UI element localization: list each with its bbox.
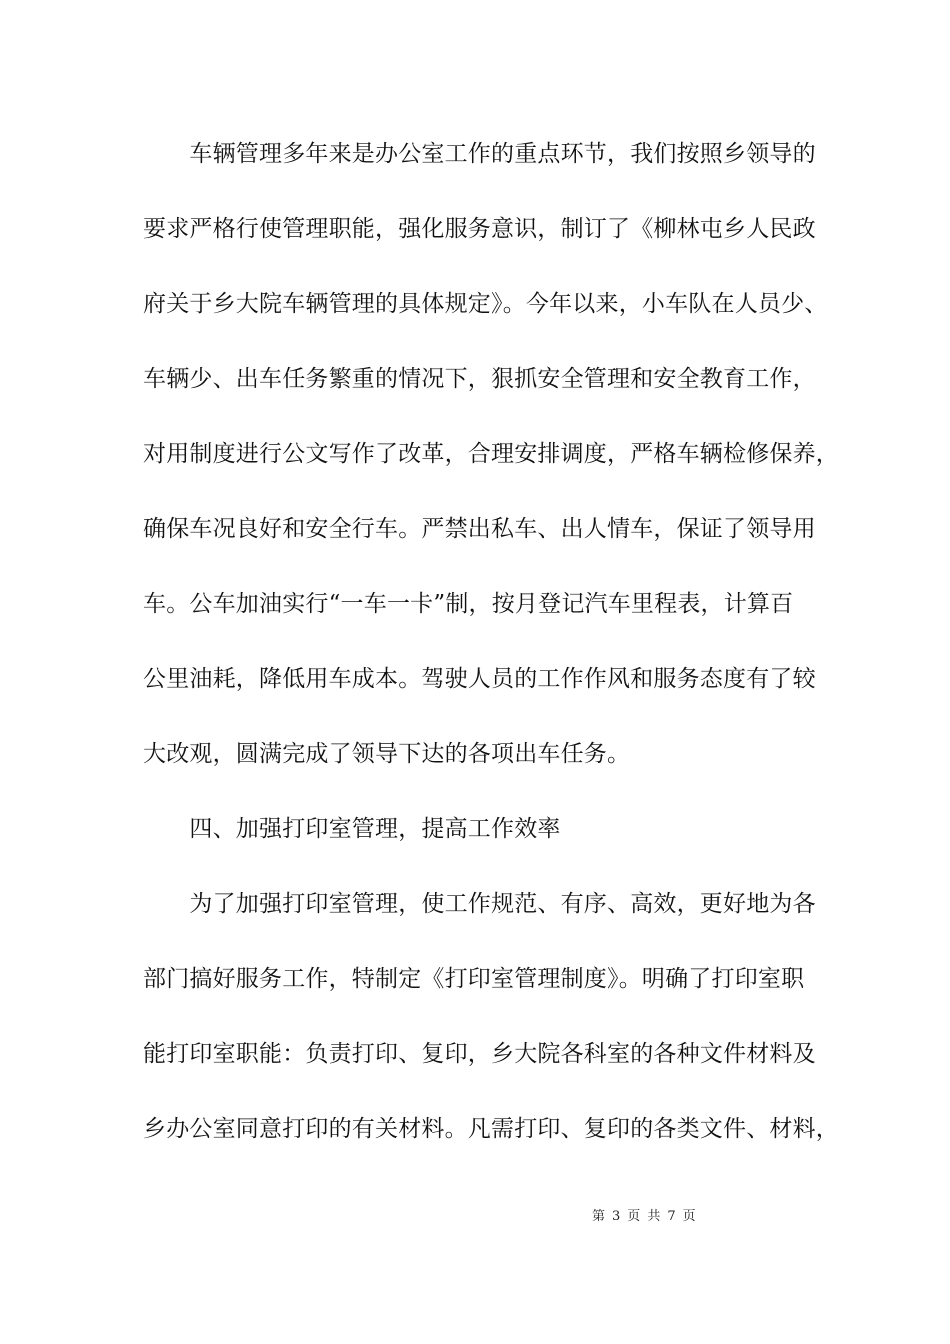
paragraph-line: 府关于乡大院车辆管理的具体规定》。今年以来，小车队在人员少、	[143, 291, 828, 317]
paragraph-line: 车辆管理多年来是办公室工作的重点环节，我们按照乡领导的	[143, 141, 816, 167]
paragraph-line: 大改观，圆满完成了领导下达的各项出车任务。	[143, 741, 631, 767]
paragraph-line: 部门搞好服务工作，特制定《打印室管理制度》。明确了打印室职	[143, 966, 805, 992]
paragraph-line: 能打印室职能：负责打印、复印，乡大院各科室的各种文件材料及	[143, 1041, 816, 1067]
paragraph-line: 为了加强打印室管理，使工作规范、有序、高效，更好地为各	[143, 891, 816, 917]
paragraph-line: 公里油耗，降低用车成本。驾驶人员的工作作风和服务态度有了较	[143, 666, 816, 692]
paragraph-line: 车辆少、出车任务繁重的情况下，狠抓安全管理和安全教育工作，	[143, 366, 816, 392]
total-pages-number: 7	[667, 1209, 676, 1224]
paragraph-line: 要求严格行使管理职能，强化服务意识，制订了《柳林屯乡人民政	[143, 216, 816, 242]
footer-suffix: 页	[682, 1209, 696, 1224]
footer-prefix: 第	[592, 1209, 606, 1224]
paragraph-line: 车。公车加油实行“一车一卡”制，按月登记汽车里程表，计算百	[143, 591, 794, 617]
paragraph-line: 乡办公室同意打印的有关材料。凡需打印、复印的各类文件、材料，	[143, 1116, 839, 1142]
paragraph-line: 确保车况良好和安全行车。严禁出私车、出人情车，保证了领导用	[143, 516, 816, 542]
footer-total-word: 共	[647, 1209, 661, 1224]
section-heading: 四、加强打印室管理，提高工作效率	[143, 816, 561, 842]
current-page-number: 3	[612, 1209, 621, 1224]
footer-page-word: 页	[627, 1209, 641, 1224]
paragraph-line: 对用制度进行公文写作了改革，合理安排调度，严格车辆检修保养，	[143, 441, 839, 467]
page-footer	[592, 1208, 703, 1226]
